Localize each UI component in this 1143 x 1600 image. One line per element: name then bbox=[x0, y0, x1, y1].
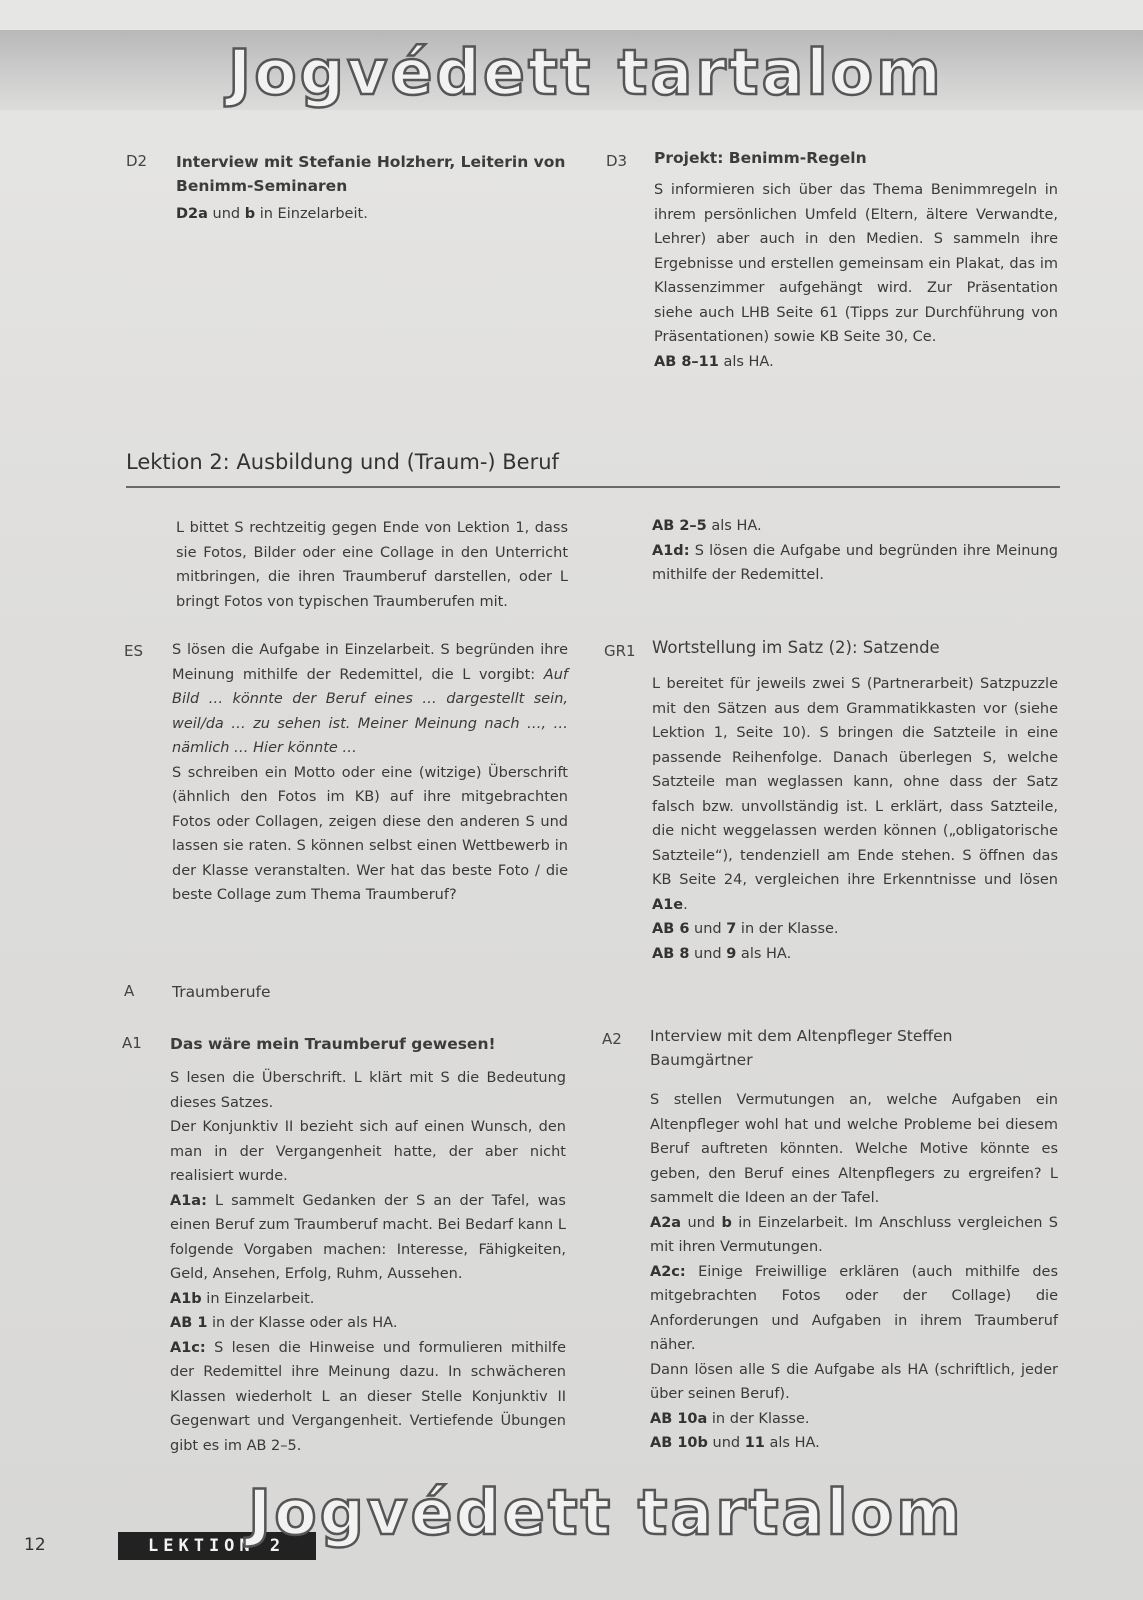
gr1-ab6: AB 6 und 7 in der Klasse. bbox=[652, 921, 839, 937]
d3-title: Projekt: Benimm-Regeln bbox=[654, 149, 867, 167]
page-number: 12 bbox=[24, 1535, 46, 1555]
lektion-footer-label: LEKTION 2 bbox=[118, 1532, 316, 1560]
a1-ab1: AB 1 in der Klasse oder als HA. bbox=[170, 1315, 398, 1331]
a1-a1a: A1a: L sammelt Gedanken der S an der Tafel, was einen Beruf zum Traumberuf macht. Bei Bedarf kann L folgende Vorgaben machen: Interesse, Fähigkeiten, Geld, Ansehen, Erfolg, Ruhm, Aussehen. bbox=[170, 1192, 566, 1282]
d2-title: Interview mit Stefanie Holzherr, Leiterin von Benimm-Seminaren bbox=[176, 153, 566, 195]
a1-a1b: A1b in Einzelarbeit. bbox=[170, 1290, 315, 1307]
d2-line: D2a und b in Einzelarbeit. bbox=[176, 206, 368, 222]
es-text2: S schreiben ein Motto oder eine (witzige) Überschrift (ähnlich den Fotos im KB) auf ihre mitgebrachten Fotos oder Collagen, zeigen diese den anderen S und lassen sie raten. S können selbst einen Wettbewerb in der Klasse veranstalten. Wer hat das beste Foto / die beste Collage zum Thema Traumberuf? bbox=[172, 764, 568, 903]
a2-title: Interview mit dem Altenpfleger Steffen Baumgärtner bbox=[650, 1027, 953, 1069]
right-top-block bbox=[652, 514, 1058, 588]
d2-block bbox=[176, 150, 576, 227]
gr1-block bbox=[652, 672, 1058, 966]
d3-ab: AB 8–11 als HA. bbox=[654, 353, 774, 370]
right-ab25: AB 2–5 als HA. bbox=[652, 518, 762, 534]
section-divider bbox=[126, 486, 1060, 488]
a2-a2c: A2c: Einige Freiwillige erklären (auch mithilfe des mitgebrachten Fotos oder der Collage) die Anforderungen und Aufgaben in ihrem Traumberuf näher. bbox=[650, 1263, 1058, 1353]
gr1-title: Wortstellung im Satz (2): Satzende bbox=[652, 638, 940, 657]
section-title: Lektion 2: Ausbildung und (Traum-) Beruf bbox=[126, 450, 559, 474]
a2-code: A2 bbox=[602, 1030, 622, 1048]
watermark-top: Jogvédett tartalom bbox=[228, 36, 944, 109]
watermark-bottom: Jogvédett tartalom bbox=[248, 1476, 964, 1549]
gr1-ab8: AB 8 und 9 als HA. bbox=[652, 945, 792, 962]
a1-title: Das wäre mein Traumberuf gewesen! bbox=[170, 1035, 496, 1053]
a1-block bbox=[170, 1066, 566, 1458]
a2-p1: S stellen Vermutungen an, welche Aufgaben ein Altenpfleger wohl hat und welche Probleme bei diesem Beruf auftreten könnten. Welche Motive könnte es geben, den Beruf eines Altenpflegers zu ergreifen? L sammelt die Ideen an der Tafel. bbox=[650, 1092, 1058, 1206]
right-a1d: A1d: S lösen die Aufgabe und begründen ihre Meinung mithilfe der Redemittel. bbox=[652, 542, 1058, 583]
a1-p1: S lesen die Überschrift. L klärt mit S die Bedeutung dieses Satzes. bbox=[170, 1070, 566, 1111]
a2-block bbox=[650, 1088, 1058, 1456]
a2-ab10b: AB 10b und 11 als HA. bbox=[650, 1435, 820, 1451]
a1-a1c: A1c: S lesen die Hinweise und formulieren mithilfe der Redemittel ihre Meinung dazu. In schwächeren Klassen wiederholt L an dieser Stelle Konjunktiv II Gegenwart und Vergangenheit. Vertiefende Übungen gibt es im AB 2–5. bbox=[170, 1339, 566, 1454]
es-block bbox=[172, 638, 568, 908]
d2-code: D2 bbox=[126, 152, 148, 170]
es-code: ES bbox=[124, 642, 143, 660]
intro-block bbox=[176, 516, 568, 614]
gr1-code: GR1 bbox=[604, 642, 636, 660]
a1-p2: Der Konjunktiv II bezieht sich auf einen Wunsch, den man in der Vergangenheit hatte, der aber nicht realisiert wurde. bbox=[170, 1119, 566, 1184]
a-code: A bbox=[124, 982, 135, 1000]
a-title: Traumberufe bbox=[172, 983, 271, 1001]
a2-ab10a: AB 10a in der Klasse. bbox=[650, 1410, 810, 1427]
a2-dann: Dann lösen alle S die Aufgabe als HA (schriftlich, jeder über seinen Beruf). bbox=[650, 1361, 1058, 1402]
gr1-text: L bereitet für jeweils zwei S (Partnerarbeit) Satzpuzzle mit den Sätzen aus dem Grammatikkasten vor (siehe Lektion 1, Seite 10). S bringen die Satzteile in eine passende Reihenfolge. Danach überlegen S, welche Satzteile man weglassen kann, ohne dass der Satz falsch bzw. unvollständig ist. L erklärt, dass Satzteile, die nicht weggelassen werden können („obligatorische Satzteile“), tendenziell am Ende stehen. S öffnen das KB Seite 24, vergleichen ihre Erkenntnisse und lösen A1e. bbox=[652, 676, 1058, 913]
d3-text: S informieren sich über das Thema Benimmregeln in ihrem persönlichen Umfeld (Eltern, ältere Verwandte, Lehrer) aber auch in den Medien. S sammeln ihre Ergebnisse und erstellen gemeinsam ein Plakat, das im Klassenzimmer aufgehängt wird. Zur Präsentation siehe auch LHB Seite 61 (Tipps zur Durchführung von Präsentationen) sowie KB Seite 30, Ce. bbox=[654, 182, 1058, 345]
d3-code: D3 bbox=[606, 152, 628, 170]
es-text1: S lösen die Aufgabe in Einzelarbeit. S begründen ihre Meinung mithilfe der Redemittel, die L vorgibt: Auf Bild … könnte der Beruf eines … dargestellt sein, weil/da … zu sehen ist. Meiner Meinung nach …, … nämlich … Hier könnte … bbox=[172, 642, 568, 756]
intro-text: L bittet S rechtzeitig gegen Ende von Lektion 1, dass sie Fotos, Bilder oder eine Collage in den Unterricht mitbringen, die ihren Traumberuf darstellen, oder L bringt Fotos von typischen Traumberufen mit. bbox=[176, 520, 568, 610]
a1-code: A1 bbox=[122, 1034, 142, 1052]
d3-block bbox=[654, 178, 1058, 374]
a2-a2ab: A2a und b in Einzelarbeit. Im Anschluss vergleichen S mit ihren Vermutungen. bbox=[650, 1214, 1058, 1255]
